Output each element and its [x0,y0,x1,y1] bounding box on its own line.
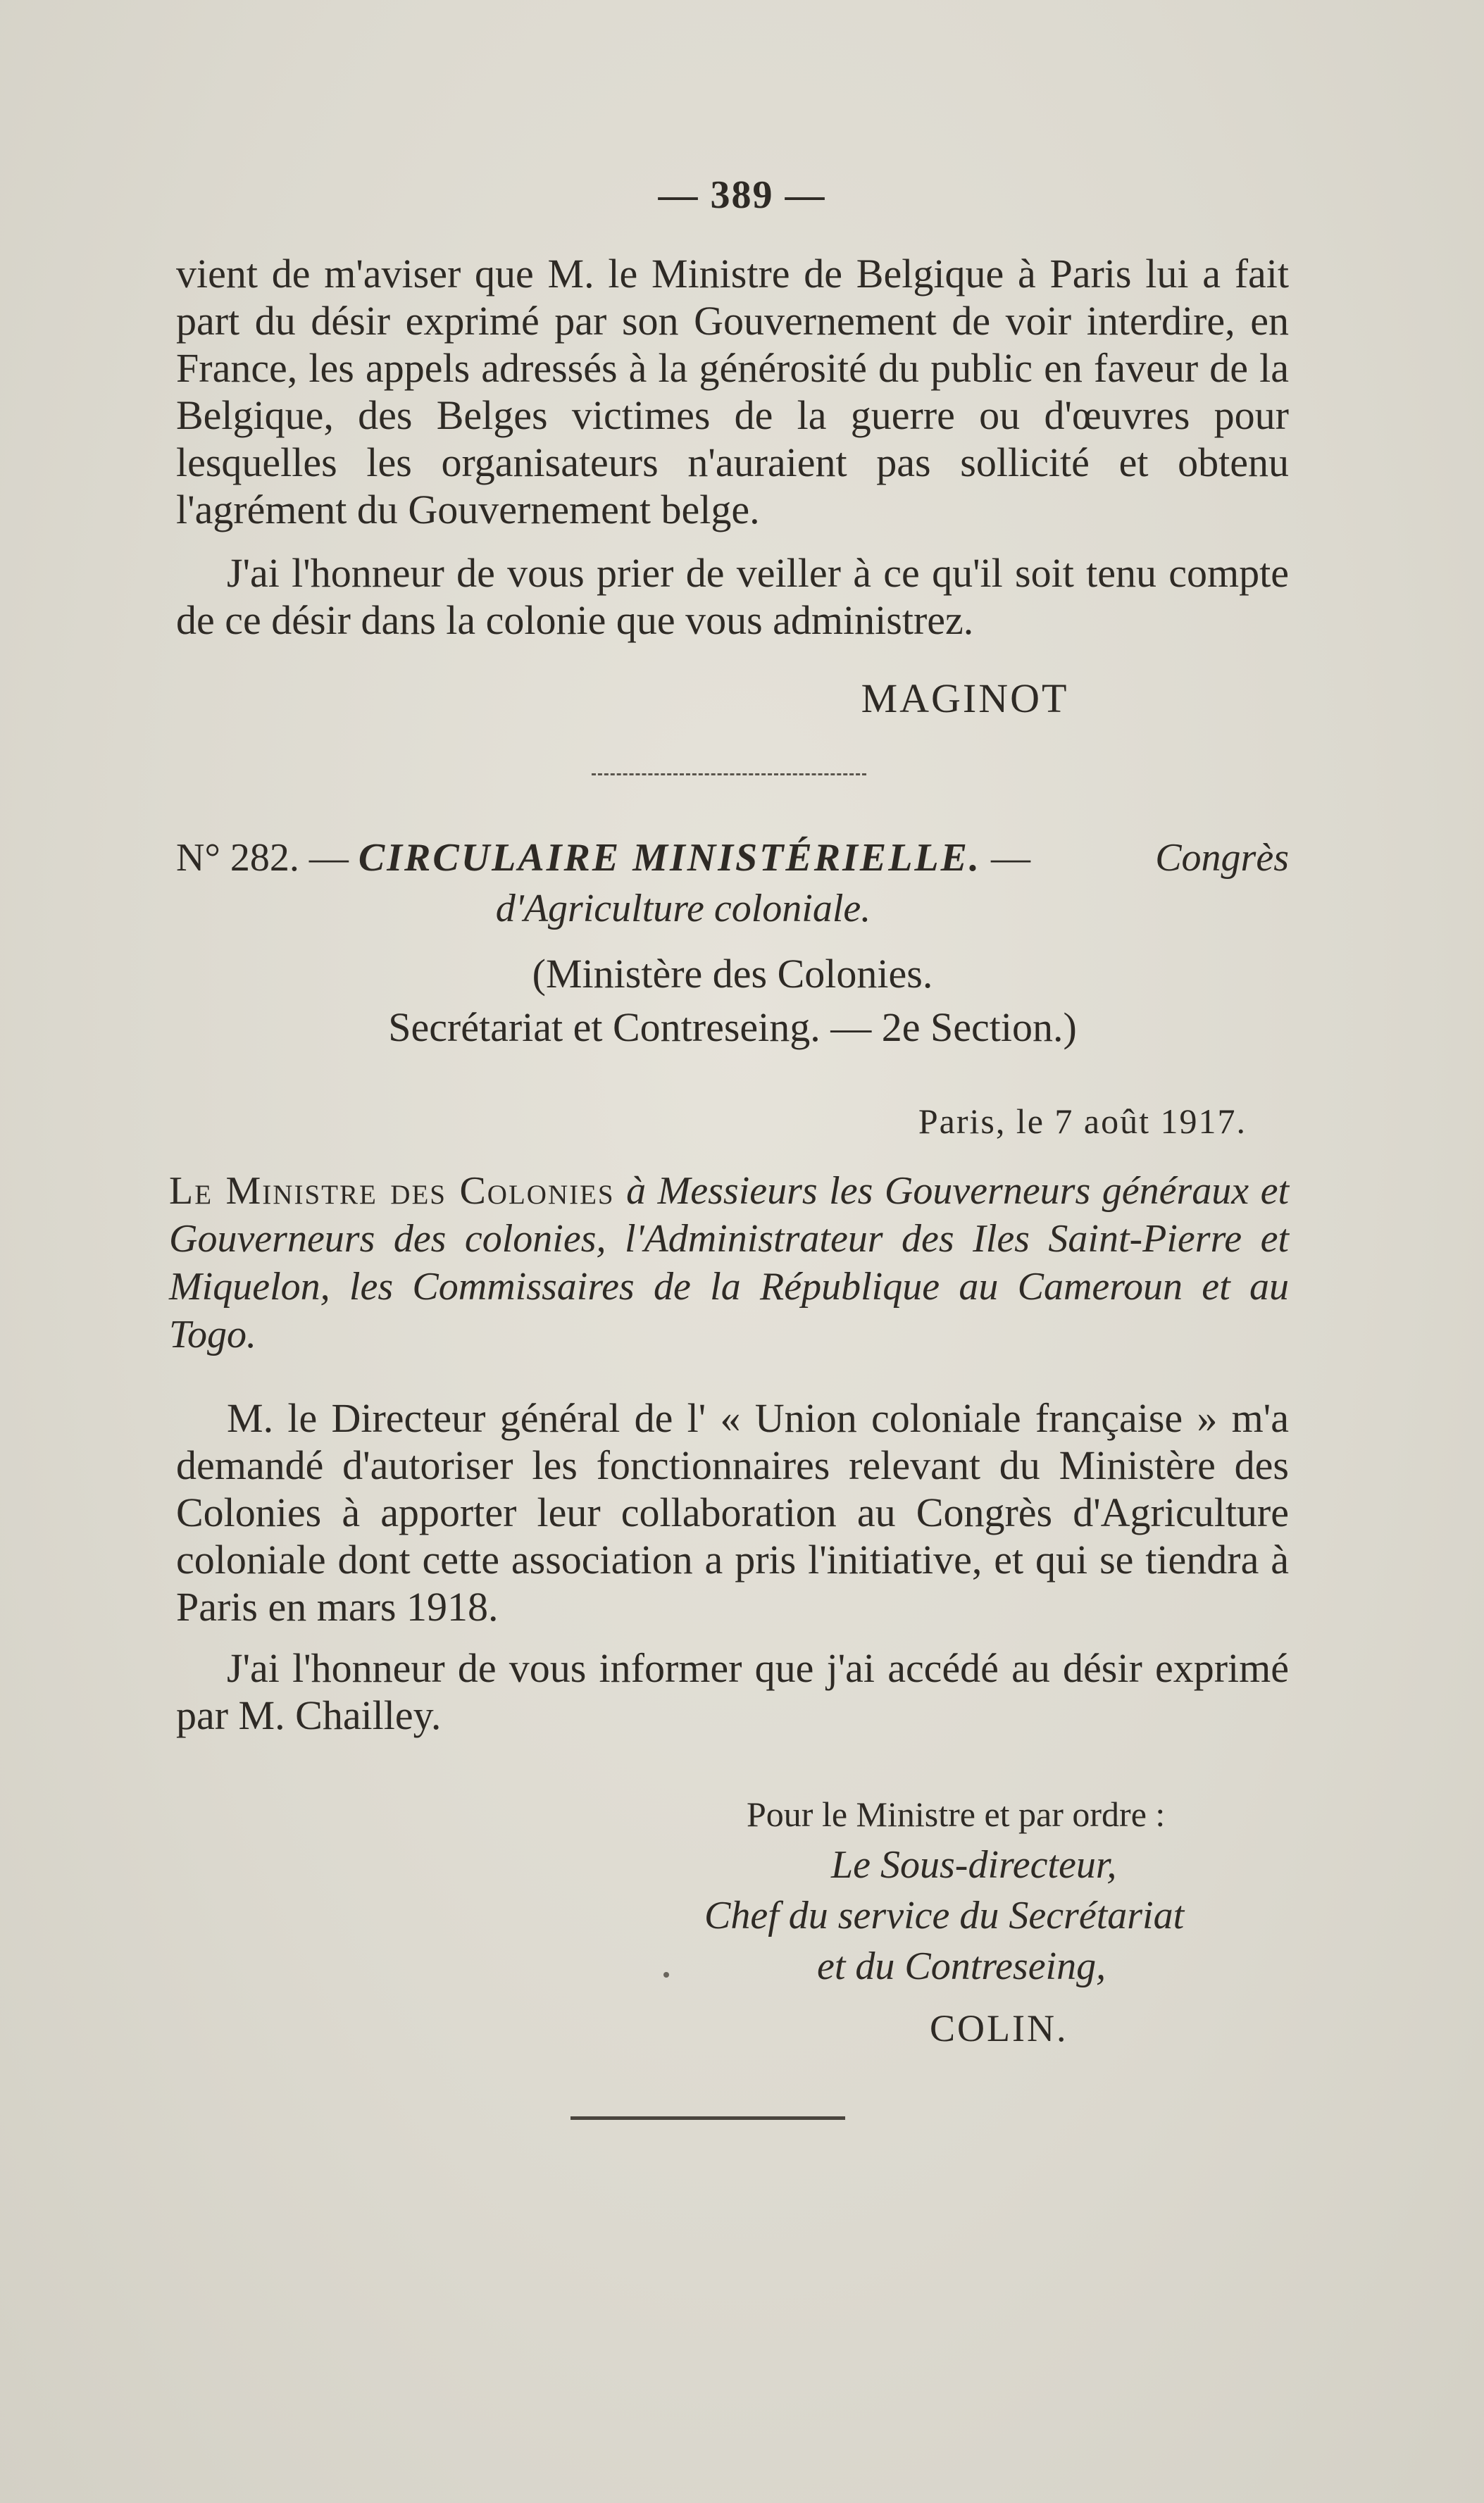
third-paragraph-block [176,1394,1289,1630]
circular-number: N° 282. — [176,836,349,880]
second-paragraph: J'ai l'honneur de vous prier de veiller à ce qu'il soit tenu compte de ce désir dans la colonie que vous administrez. [176,550,1289,643]
section-divider [592,773,866,775]
circular-heading [176,832,1289,934]
second-paragraph-block [176,549,1289,644]
order-line-2: Le Sous-directeur, [831,1843,1117,1887]
end-rule [570,2116,845,2120]
order-signature-block [690,1789,1296,2054]
first-paragraph-block [176,250,1289,539]
order-line-4: et du Contreseing, [817,1945,1106,1988]
ministry-line-1: (Ministère des Colonies. [532,951,933,997]
order-line-1: Pour le Ministre et par ordre : [747,1794,1166,1834]
third-paragraph: M. le Directeur général de l' « Union coloniale française » m'a demandé d'autoriser les fonctionnaires relevant du Ministère des Colonies à apporter leur collaboration au Congrès d'Agriculture coloniale dont cette association a pris l'initiative, et qui se tiendra à Paris en mars 1918. [176,1395,1289,1630]
ministry-block [176,947,1289,1054]
first-paragraph: vient de m'aviser que M. le Ministre de Belgique à Paris lui a fait part du désir exprimé par son Gouvernement de voir interdire, en France, les appels adressés à la générosité du public en faveur de la Belgique, des Belges victimes de la guerre ou d'œuvres pour lesquelles les organisateurs n'auraient pas sollicité et obtenu l'agrément du Gouvernement belge. [176,251,1289,532]
fourth-paragraph: J'ai l'honneur de vous informer que j'ai accédé au désir exprimé par M. Chailley. [176,1645,1289,1738]
circular-subject-2: d'Agriculture coloniale. [495,887,871,930]
page-number: — 389 — [658,173,826,217]
addressee-block [169,1167,1289,1359]
signature-maginot: MAGINOT [861,675,1069,721]
circular-dash: — [990,836,1030,880]
ministry-line-2: Secrétariat et Contreseing. — 2e Section.) [388,1004,1077,1050]
addressee-recipients: à Messieurs les Gouverneurs généraux et Gouverneurs des colonies, l'Administrateur des Iles Saint-Pierre et Miquelon, les Commissaires de la République au Cameroun et au Togo. [169,1169,1290,1356]
addressee-sender: Le Ministre des Colonies [169,1169,615,1213]
order-line-3: Chef du service du Secrétariat [704,1894,1185,1937]
signature-colin: COLIN. [930,2007,1068,2049]
circular-subject-1: Congrès [1155,836,1289,880]
fourth-paragraph-block [176,1644,1289,1739]
ink-speck [663,1972,669,1978]
dateline: Paris, le 7 août 1917. [918,1101,1247,1141]
circular-title: CIRCULAIRE MINISTÉRIELLE. [358,836,981,880]
